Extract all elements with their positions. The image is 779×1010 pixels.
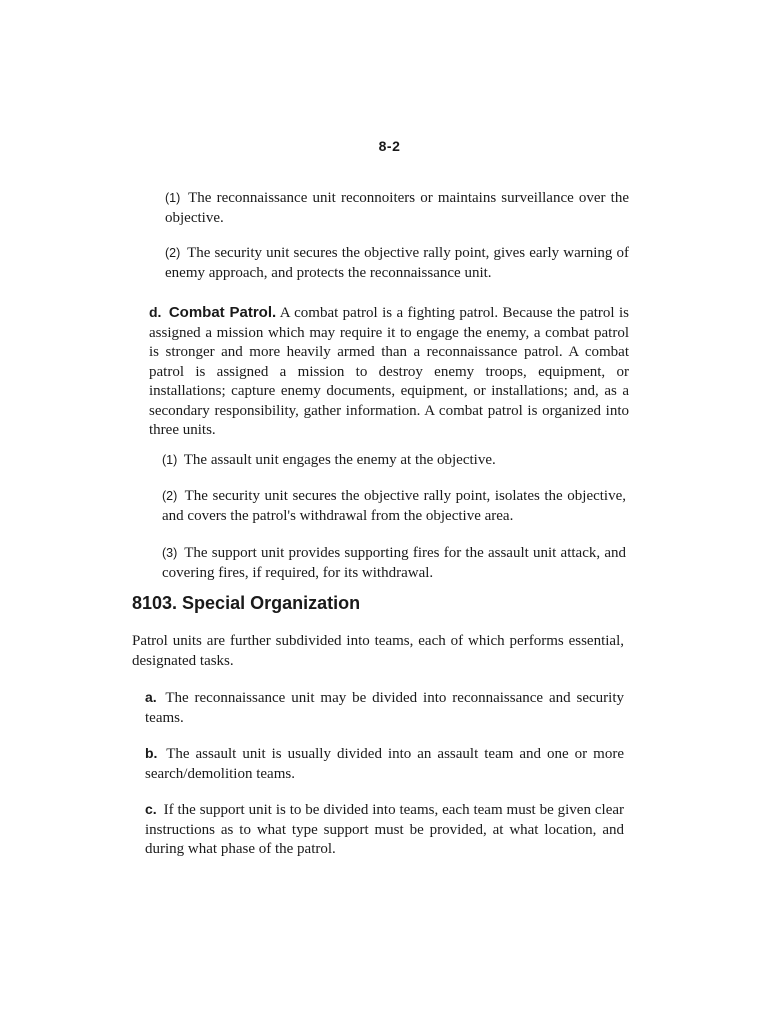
item-marker: (2) xyxy=(165,246,181,260)
paragraph-combat-patrol xyxy=(149,303,629,441)
paragraph-text: The assault unit is usually divided into an assault team and one or more search/demolition teams. xyxy=(145,746,624,782)
paragraph-assault-unit xyxy=(162,451,626,471)
paragraph-text: If the support unit is to be divided into teams, each team must be given clear instructions as to what type support must be provided, at what location, and during what phase of the patrol. xyxy=(145,802,625,857)
paragraph-recon-unit xyxy=(165,189,629,228)
paragraph-text: The assault unit engages the enemy at the objective. xyxy=(183,452,496,468)
paragraph-recon-teams xyxy=(145,688,624,728)
section-heading: 8103. Special Organization xyxy=(132,593,361,613)
paragraph-text: The reconnaissance unit may be divided into reconnaissance and security teams. xyxy=(145,690,624,726)
item-marker: c. xyxy=(145,801,157,817)
page-number: 8-2 xyxy=(378,138,401,154)
run-in-heading: Combat Patrol. xyxy=(168,304,277,321)
paragraph-text: The reconnaissance unit reconnoiters or maintains surveillance over the objective. xyxy=(165,190,629,226)
paragraph-text: The support unit provides supporting fires for the assault unit attack, and covering fires, if required, for its withdrawal. xyxy=(162,545,626,581)
paragraph-security-unit xyxy=(165,244,629,283)
paragraph-text: The security unit secures the objective rally point, gives early warning of enemy approach, and protects the reconnaissance unit. xyxy=(165,245,629,281)
paragraph-support-teams xyxy=(145,800,624,860)
item-marker: (2) xyxy=(162,489,178,503)
item-marker: b. xyxy=(145,745,158,761)
item-marker: (1) xyxy=(165,191,181,205)
paragraph-support-unit xyxy=(162,544,626,583)
paragraph-text: The security unit secures the objective rally point, isolates the objective, and covers the patrol's withdrawal from the objective area. xyxy=(162,488,627,524)
item-marker: a. xyxy=(145,689,157,705)
paragraph-text: A combat patrol is a fighting patrol. Because the patrol is assigned a mission which may require it to engage the enemy, a combat patrol is stronger and more heavily armed than a reconnaissance patrol. A combat patrol is assigned a mission to destroy enemy troops, equipment, or installations; capture enemy documents, equipment, or installations; and, as a secondary responsibility, gather information. A combat patrol is organized into three units. xyxy=(149,305,629,438)
item-marker: (1) xyxy=(162,453,178,467)
item-marker: d. xyxy=(149,304,162,320)
item-marker: (3) xyxy=(162,546,178,560)
section-intro: Patrol units are further subdivided into teams, each of which performs essential, designated tasks. xyxy=(132,633,624,669)
paragraph-combat-security-unit xyxy=(162,487,626,526)
paragraph-assault-teams xyxy=(145,744,624,784)
